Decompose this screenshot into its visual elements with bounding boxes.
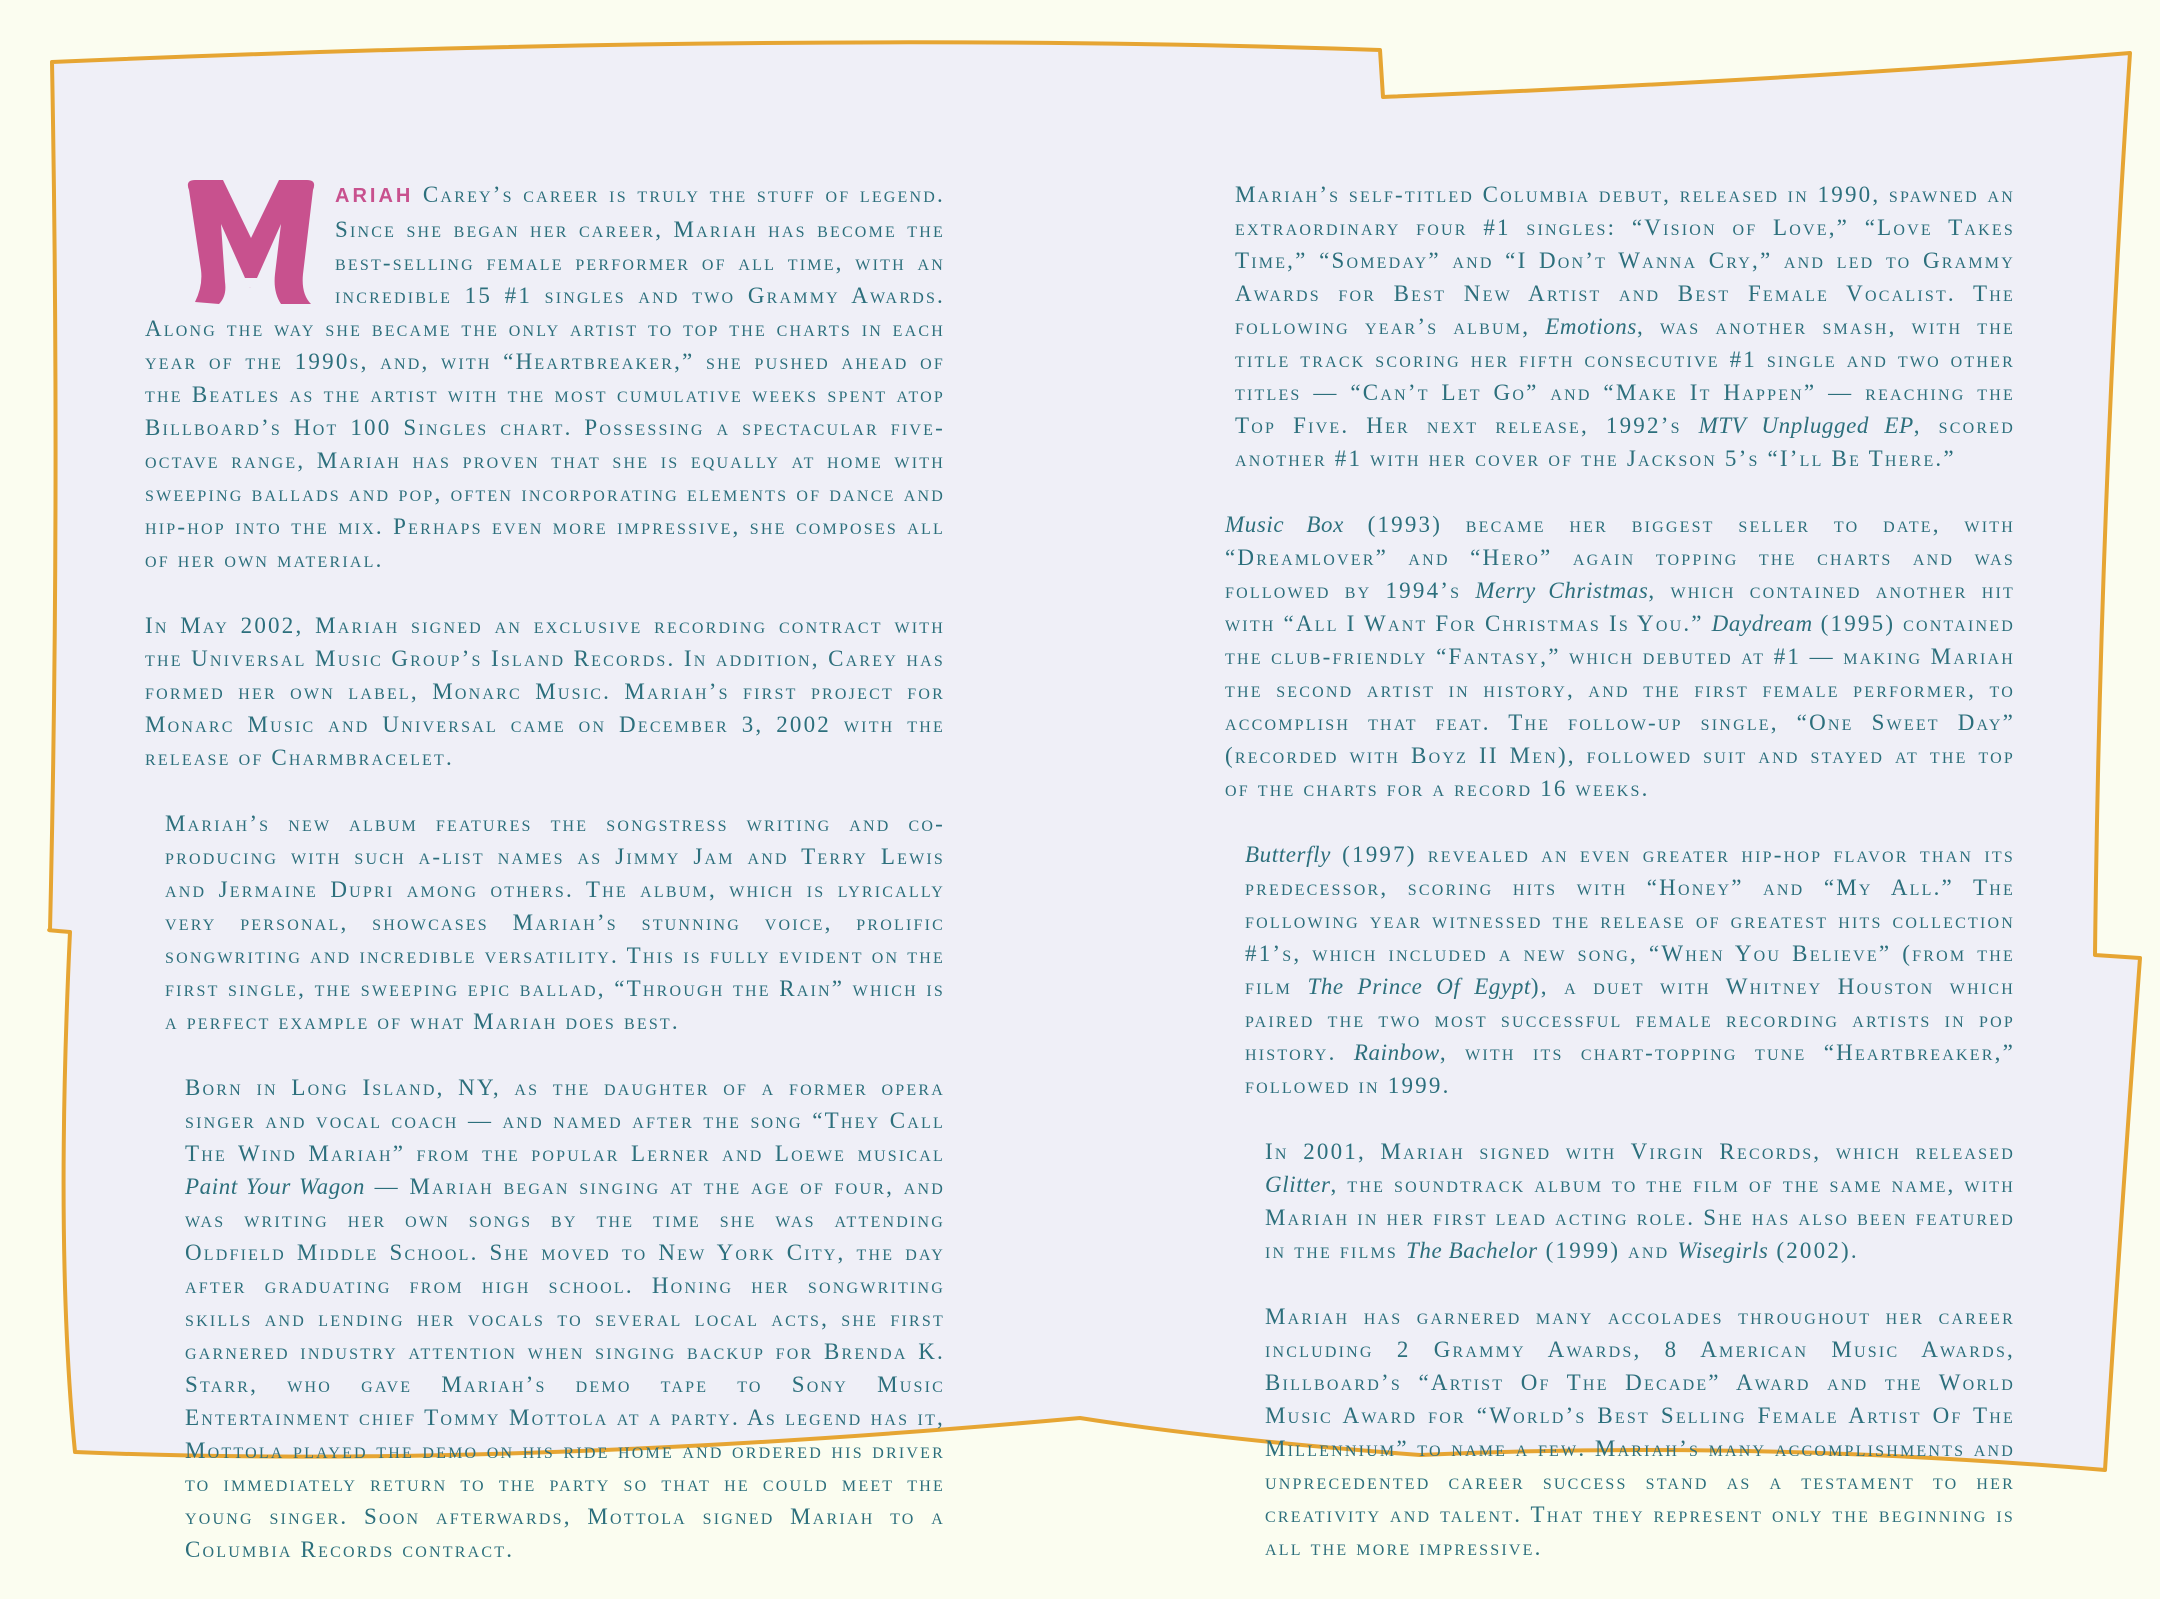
- svg-text:M: M: [249, 288, 253, 289]
- left-column: [145, 178, 945, 1599]
- paragraph-music-box: Music Box (1993) became her biggest seller to date, with “Dreamlover” and “Hero” again topping the charts and was followed by 1994’s Merry Christmas, which contained another hit with “All I Want For Christmas Is You.” Daydream (1995) contained the club-friendly “Fantasy,” which debuted at #1 — making Mariah the second artist in history, and the first female performer, to accomplish that feat. The follow-up single, “One Sweet Day” (recorded with Boyz II Men), followed suit and stayed at the top of the charts for a record 16 weeks.: [1225, 512, 2015, 801]
- right-column: [1225, 178, 2015, 1597]
- paragraph-debut: Mariah’s self-titled Columbia debut, released in 1990, spawned an extraordinary four #1 singles: “Vision of Love,” “Love Takes Time,” “Someday” and “I Don’t Wanna Cry,” and led to Grammy Awards for Best New Artist and Best Female Vocalist. The following year’s album, Emotions, was another smash, with the title track scoring her fifth consecutive #1 single and two other titles — “Can’t Let Go” and “Make It Happen” — reaching the Top Five. Her next release, 1992’s MTV Unplugged EP, scored another #1 with her cover of the Jackson 5’s “I’ll Be There.”: [1235, 182, 2016, 471]
- paragraph-island-records: In May 2002, Mariah signed an exclusive recording contract with the Universal Music Group’s Island Records. In addition, Carey has formed her own label, Monarc Music. Mariah’s first project for Monarc Music and Universal came on December 3, 2002 with the release of Charmbracelet.: [145, 613, 945, 770]
- paragraph-intro: M ARIAH Carey’s career is truly the stuff of legend. Since she began her career, Mariah has become the best-selling female performer of all time, with an incredible 15 #1 singles and two Grammy Awards. Along the way she became the only artist to top the charts in each year of the 1990s, and, with “Heartbreaker,” she pushed ahead of the Beatles as the artist with the most cumulative weeks spent atop Billboard’s Hot 100 Singles chart. Possessing a spectacular five-octave range, Mariah has proven that she is equally at home with sweeping ballads and pop, often incorporating elements of dance and hip-hop into the mix. Perhaps even more impressive, she composes all of her own material.: [145, 178, 945, 576]
- dropcap-m: [181, 178, 321, 308]
- paragraph-virgin: In 2001, Mariah signed with Virgin Records, which released Glitter, the soundtrack album to the film of the same name, with Mariah in her first lead acting role. She has also been featured in the films The Bachelor (1999) and Wisegirls (2002).: [1265, 1139, 2015, 1263]
- paragraph-new-album: Mariah’s new album features the songstress writing and co-producing with such a-list names as Jimmy Jam and Terry Lewis and Jermaine Dupri among others. The album, which is lyrically very personal, showcases Mariah’s stunning voice, prolific songwriting and incredible versatility. This is fully evident on the first single, the sweeping epic ballad, “Through the Rain” which is a perfect example of what Mariah does best.: [165, 811, 945, 1034]
- lead-word: ARIAH: [335, 185, 414, 207]
- paragraph-accolades: Mariah has garnered many accolades throughout her career including 2 Grammy Awards, 8 American Music Awards, Billboard’s “Artist Of The Decade” Award and the World Music Award for “World’s Best Selling Female Artist Of The Millennium” to name a few. Mariah’s many accomplishments and unprecedented career success stand as a testament to her creativity and talent. That they represent only the beginning is all the more impressive.: [1265, 1304, 2015, 1560]
- paragraph-butterfly: Butterfly (1997) revealed an even greater hip-hop flavor than its predecessor, scoring hits with “Honey” and “My All.” The following year witnessed the release of greatest hits collection #1’s, which included a new song, “When You Believe” (from the film The Prince Of Egypt), a duet with Whitney Houston which paired the two most successful female recording artists in pop history. Rainbow, with its chart-topping tune “Heartbreaker,” followed in 1999.: [1245, 842, 2015, 1098]
- paragraph-biography: Born in Long Island, NY, as the daughter of a former opera singer and vocal coach — and named after the song “They Call The Wind Mariah” from the popular Lerner and Loewe musical Paint Your Wagon — Mariah began singing at the age of four, and was writing her own songs by the time she was attending Oldfield Middle School. She moved to New York City, the day after graduating from high school. Honing her songwriting skills and lending her vocals to several local acts, she first garnered industry attention when singing backup for Brenda K. Starr, who gave Mariah’s demo tape to Sony Music Entertainment chief Tommy Mottola at a party. As legend has it, Mottola played the demo on his ride home and ordered his driver to immediately return to the party so that he could meet the young singer. Soon afterwards, Mottola signed Mariah to a Columbia Records contract.: [185, 1075, 946, 1562]
